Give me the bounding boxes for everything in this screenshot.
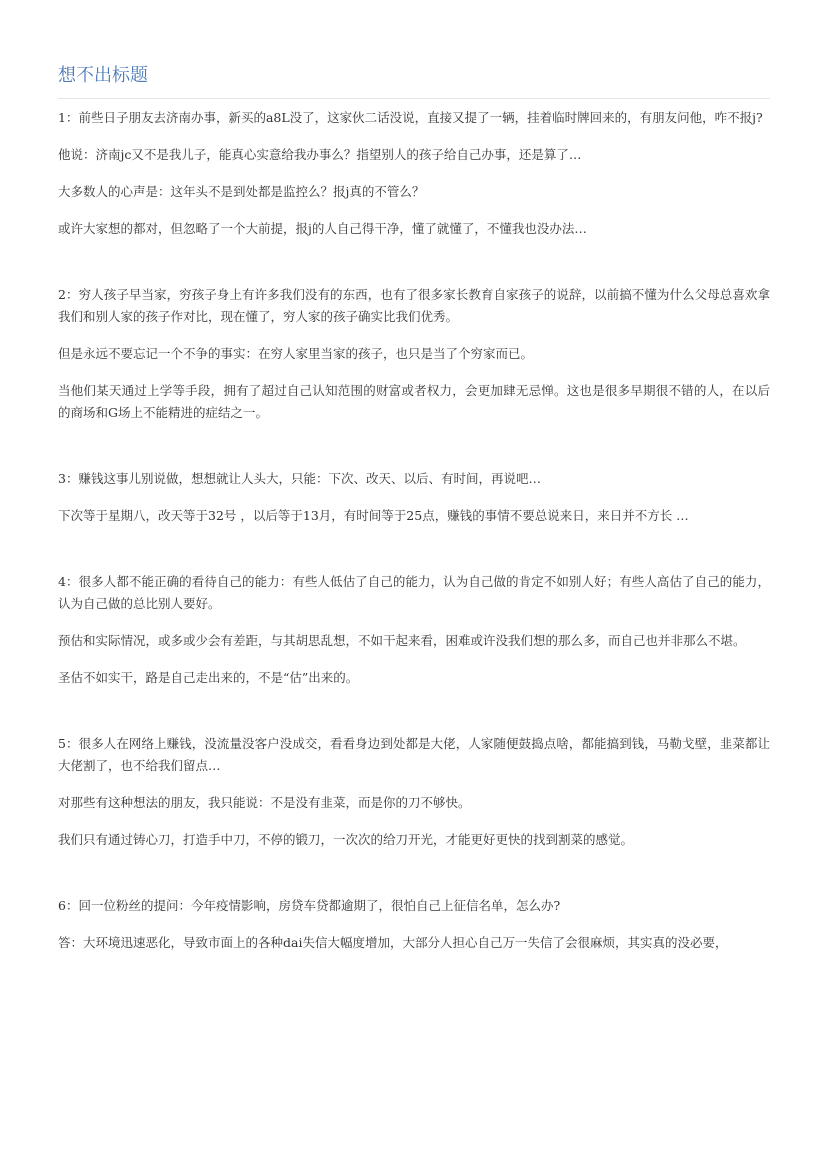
section-3 [58, 468, 770, 527]
paragraph: 对那些有这种想法的朋友，我只能说：不是没有韭菜，而是你的刀不够快。 [58, 795, 471, 810]
section-4 [58, 571, 770, 689]
paragraph: 或许大家想的都对，但忽略了一个大前提，报j的人自己得干净，懂了就懂了，不懂我也没办法… [58, 221, 587, 236]
paragraph: 2：穷人孩子早当家，穷孩子身上有许多我们没有的东西，也有了很多家长教育自家孩子的说辞，以前搞不懂为什么父母总喜欢拿我们和别人家的孩子作对比，现在懂了，穷人家的孩子确实比我们优秀。 [58, 287, 770, 324]
article-body [58, 99, 770, 954]
paragraph: 当他们某天通过上学等手段，拥有了超过自己认知范围的财富或者权力，会更加肆无忌惮。这也是很多早期很不错的人，在以后的商场和G场上不能精进的症结之一。 [58, 383, 770, 420]
section-2 [58, 284, 770, 424]
paragraph: 1：前些日子朋友去济南办事，新买的a8L没了，这家伙二话没说，直接又提了一辆，挂着临时牌回来的，有朋友问他，咋不报j? [58, 110, 763, 125]
paragraph: 4：很多人都不能正确的看待自己的能力：有些人低估了自己的能力，认为自己做的肯定不如别人好；有些人高估了自己的能力，认为自己做的总比别人要好。 [58, 574, 770, 611]
paragraph: 答：大环境迅速恶化，导致市面上的各种dai失信大幅度增加，大部分人担心自己万一失信了会很麻烦，其实真的没必要， [58, 935, 728, 950]
paragraph: 3：赚钱这事儿别说做，想想就让人头大，只能：下次、改天、以后、有时间，再说吧… [58, 471, 541, 486]
paragraph: 我们只有通过铸心刀，打造手中刀，不停的锻刀，一次次的给刀开光，才能更好更快的找到割菜的感觉。 [58, 832, 634, 847]
paragraph: 6：回一位粉丝的提问：今年疫情影响，房贷车贷都逾期了，很怕自己上征信名单，怎么办? [58, 898, 561, 913]
section-1 [58, 107, 770, 240]
paragraph: 预估和实际情况，或多或少会有差距，与其胡思乱想，不如干起来看，困难或许没我们想的那么多，而自己也并非那么不堪。 [58, 633, 746, 648]
section-6 [58, 895, 770, 954]
paragraph: 圣估不如实干，路是自己走出来的，不是“估”出来的。 [58, 670, 359, 685]
paragraph: 5：很多人在网络上赚钱，没流量没客户没成交，看看身边到处都是大佬，人家随便鼓捣点啥，都能搞到钱，马勒戈壁，韭菜都让大佬割了，也不给我们留点… [58, 736, 770, 773]
paragraph: 下次等于星期八，改天等于32号 ，以后等于13月，有时间等于25点，赚钱的事情不要总说来日，来日并不方长 … [58, 508, 689, 523]
paragraph: 大多数人的心声是：这年头不是到处都是监控么？报j真的不管么？ [58, 184, 425, 199]
page-title: 想不出标题 [58, 62, 770, 99]
section-5 [58, 733, 770, 851]
paragraph: 但是永远不要忘记一个不争的事实：在穷人家里当家的孩子，也只是当了个穷家而已。 [58, 346, 534, 361]
paragraph: 他说：济南jc又不是我儿子，能真心实意给我办事么？指望别人的孩子给自己办事，还是算了… [58, 147, 582, 162]
